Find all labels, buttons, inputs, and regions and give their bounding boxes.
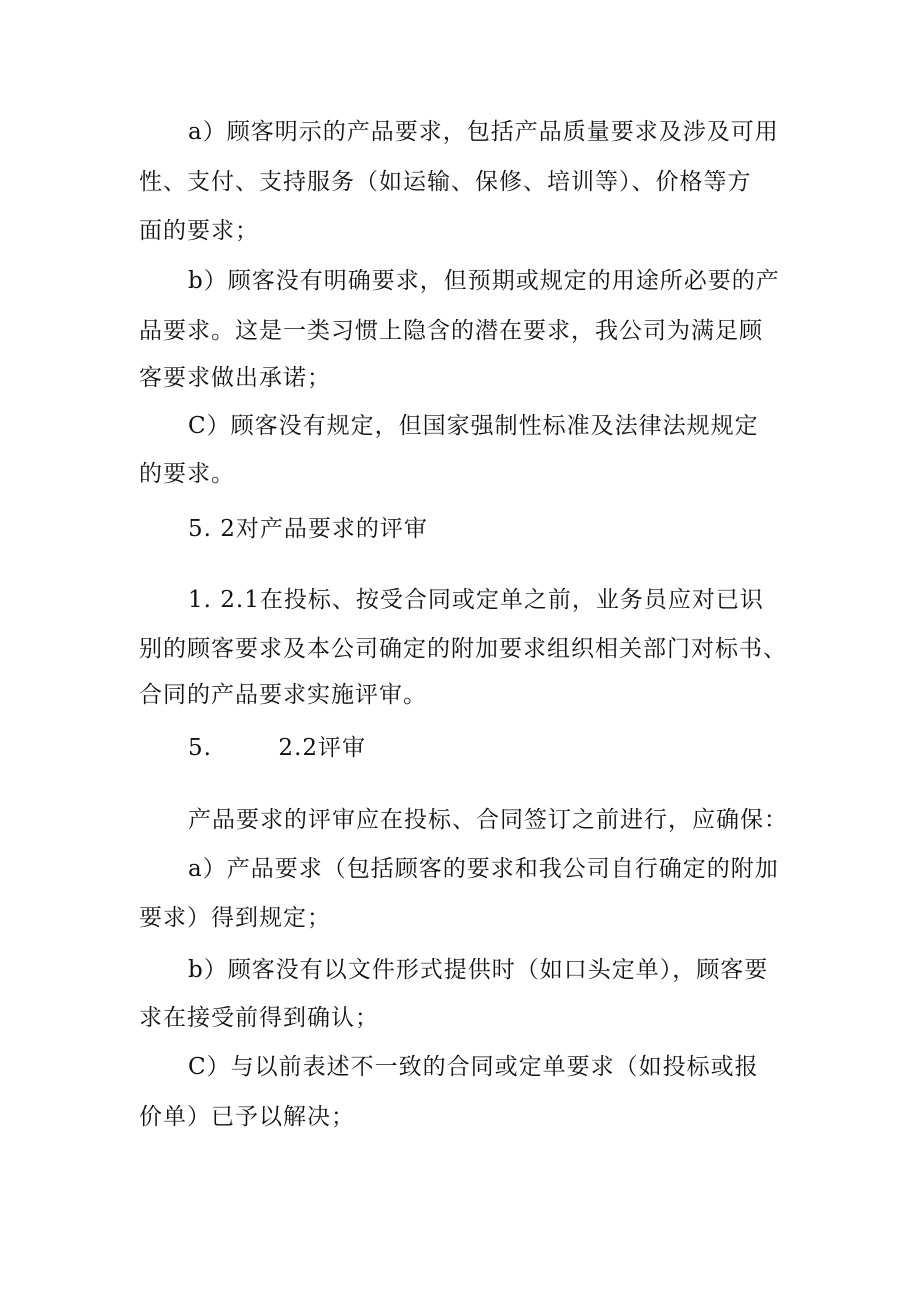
paragraph-line: 1. 2.1在投标、按受合同或定单之前，业务员应对已识 bbox=[188, 587, 764, 613]
paragraph-line: 价单）已予以解决； bbox=[139, 1104, 355, 1130]
paragraph-line: C）与以前表述不一致的合同或定单要求（如投标或报 bbox=[188, 1054, 759, 1080]
section-heading: 5. 2.2评审 bbox=[188, 735, 367, 761]
paragraph-line: b）顾客没有明确要求，但预期或规定的用途所必要的产 bbox=[188, 268, 780, 294]
paragraph-line: C）顾客没有规定，但国家强制性标准及法律法规规定 bbox=[188, 413, 759, 439]
section-heading: 5. 2对产品要求的评审 bbox=[188, 516, 428, 542]
paragraph-line: a）产品要求（包括顾客的要求和我公司自行确定的附加 bbox=[188, 856, 779, 882]
paragraph-line: a）顾客明示的产品要求，包括产品质量要求及涉及可用 bbox=[188, 119, 779, 145]
paragraph-line: 要求）得到规定； bbox=[139, 905, 331, 931]
paragraph-line: 求在接受前得到确认； bbox=[139, 1005, 379, 1031]
paragraph-line: 品要求。这是一类习惯上隐含的潜在要求，我公司为满足顾 bbox=[139, 318, 763, 344]
paragraph-line: b）顾客没有以文件形式提供时（如口头定单），顾客要 bbox=[188, 957, 769, 983]
paragraph-line: 面的要求； bbox=[139, 218, 259, 244]
paragraph-line: 合同的产品要求实施评审。 bbox=[139, 682, 427, 708]
paragraph-line: 的要求。 bbox=[139, 461, 235, 487]
paragraph-line: 别的顾客要求及本公司确定的附加要求组织相关部门对标书、 bbox=[139, 636, 787, 662]
paragraph-line: 性、支付、支持服务（如运输、保修、培训等）、价格等方 bbox=[139, 169, 752, 195]
paragraph-line: 产品要求的评审应在投标、合同签订之前进行，应确保： bbox=[188, 807, 788, 833]
paragraph-line: 客要求做出承诺； bbox=[139, 365, 331, 391]
